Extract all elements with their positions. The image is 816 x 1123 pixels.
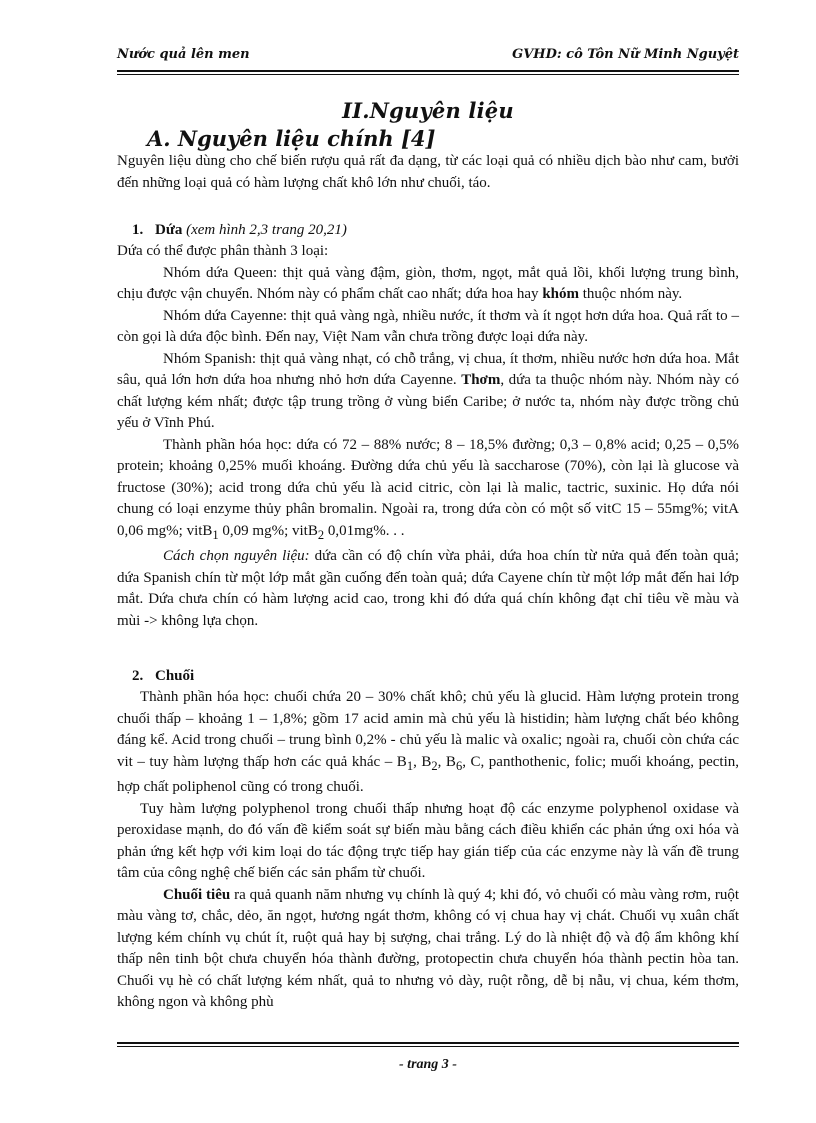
- section-heading-banana: [117, 666, 739, 687]
- paragraph: Dứa có thể được phân thành 3 loại:: [117, 243, 329, 259]
- header-rule-thin: [117, 74, 739, 75]
- intro-paragraph: Nguyên liệu dùng cho chế biến rượu quả rất đa dạng, từ các loại quả có nhiều dịch bào như cam, bưởi đến những loại quả có hàm lượng chất khô lớn như chuối, táo.: [117, 153, 739, 191]
- section-name: Chuối: [155, 668, 195, 684]
- page-number: - trang 3 -: [399, 1057, 457, 1072]
- section-heading-pineapple: [117, 220, 739, 241]
- footer-rule-thin: [117, 1046, 739, 1047]
- paragraph: Tuy hàm lượng polyphenol trong chuối thấp nhưng hoạt độ các enzyme polyphenol oxidase và peroxidase mạnh, do đó vấn đề kiểm soát sự biến màu bằng cách điều khiển các phản ứng oxi hóa và phản ứng kết hợp với kim loại do tác động trực tiếp hay gián tiếp của các enzyme này là vấn đề trung tâm của công nghệ chế biến các sản phẩm từ chuối.: [117, 800, 739, 881]
- section-number: 1.: [132, 222, 144, 238]
- section-name: Dứa: [155, 222, 183, 238]
- paragraph: Thành phần hóa học: dứa có 72 – 88% nước; 8 – 18,5% đường; 0,3 – 0,8% acid; 0,25 – 0,5% protein; khoảng 0,25% muối khoáng. Đường dứa chủ yếu là saccharose (70%), còn lại là glucose và fructose (30%); acid trong dứa chủ yếu là acid citric, còn lại là malic, tactric, suxinic. Họ dứa nói chung có loại enzyme thủy phân bromalin. Ngoài ra, trong dứa còn có một số vitC 15 – 55mg%; vitA 0,06 mg%; vitB$_1$ 0,09 mg%; vitB$_2$ 0,01mg%. . .: [117, 436, 739, 542]
- section-number: 2.: [132, 668, 144, 684]
- paragraph: Thành phần hóa học: chuối chứa 20 – 30% chất khô; chủ yếu là glucid. Hàm lượng protein trong chuối thấp – khoảng 1 – 1,8%; gồm 17 acid amin mà chủ yếu là histidin; hàm lượng chất béo không đáng kể. Acid trong chuối – trung bình 0,2% - chủ yếu là malic và oxalic; ngoài ra, chuối còn chứa các vit – tuy hàm lượng thấp hơn các quả khác – $B_1$, $B_2$, $B_6$, C, panthothenic, folic; muối khoáng, pectin, hợp chất poliphenol cũng có trong chuối.: [117, 689, 740, 795]
- header-right: GVHD: cô Tôn Nữ Minh Nguyệt: [512, 47, 739, 62]
- chapter-title: II.Nguyên liệu: [342, 98, 514, 123]
- section-note: (xem hình 2,3 trang 20,21): [186, 222, 347, 238]
- footer-rule: [117, 1042, 739, 1044]
- paragraph: Nhóm dứa Cayenne: thịt quả vàng ngà, nhiều nước, ít thơm và ít ngọt hơn dứa hoa. Quả rất to – còn gọi là dứa độc bình. Đến nay, Việt Nam vẫn chưa trồng được loại dứa này.: [117, 307, 739, 345]
- header-rule: [117, 70, 739, 72]
- header-left: Nước quả lên men: [117, 47, 250, 62]
- page-content: [117, 92, 739, 1014]
- paragraph: Nhóm Spanish: thịt quả vàng nhạt, có chỗ trắng, vị chua, ít thơm, nhiều nước hơn dứa hoa. Mắt sâu, quả lớn hơn dứa hoa nhưng nhỏ hơn dứa Cayenne. Thơm, dứa ta thuộc nhóm này. Nhóm này có chất lượng kém nhất; được tập trung trồng ở vùng biển Caribe; ở nước ta, nhóm này được trồng chủ yếu ở Vĩnh Phú.: [117, 350, 739, 431]
- paragraph: Cách chọn nguyên liệu: dứa cần có độ chín vừa phải, dứa hoa chín từ nửa quả đến toàn quả; dứa Spanish chín từ một lớp mắt gần cuống đến toàn quả; dứa Cayene chín từ một lớp mắt đến hai lớp mắt. Dứa chưa chín có hàm lượng acid cao, trong khi đó dứa quá chín không đạt chỉ tiêu về màu và mùi -> không lựa chọn.: [117, 548, 739, 629]
- paragraph: Chuối tiêu ra quả quanh năm nhưng vụ chính là quý 4; khi đó, vỏ chuối có màu vàng rơm, ruột màu vàng tơ, chắc, dẻo, ăn ngọt, hương ngát thơm, không có vị chua hay vị chát. Chuối vụ xuân chất lượng kém chính vụ chút ít, ruột quả hay bị sượng, chai trắng. Lý do là nhiệt độ và độ ẩm không khí thấp nên tinh bột chưa chuyển hóa thành đường, protopectin chưa chuyển hóa thành pectin hòa tan. Chuối vụ hè có chất lượng kém nhất, quả to nhưng vỏ dày, ruột rỗng, dễ bị nẫu, vị chua, kém thơm, không ngon và không phù: [117, 886, 739, 1010]
- page-header: [117, 47, 739, 62]
- paragraph: Nhóm dứa Queen: thịt quả vàng đậm, giòn, thơm, ngọt, mắt quả lồi, khối lượng trung bình, chịu được vận chuyển. Nhóm này có phẩm chất cao nhất; dứa hoa hay khóm thuộc nhóm này.: [117, 264, 739, 302]
- section-title: A. Nguyên liệu chính [4]: [147, 126, 436, 151]
